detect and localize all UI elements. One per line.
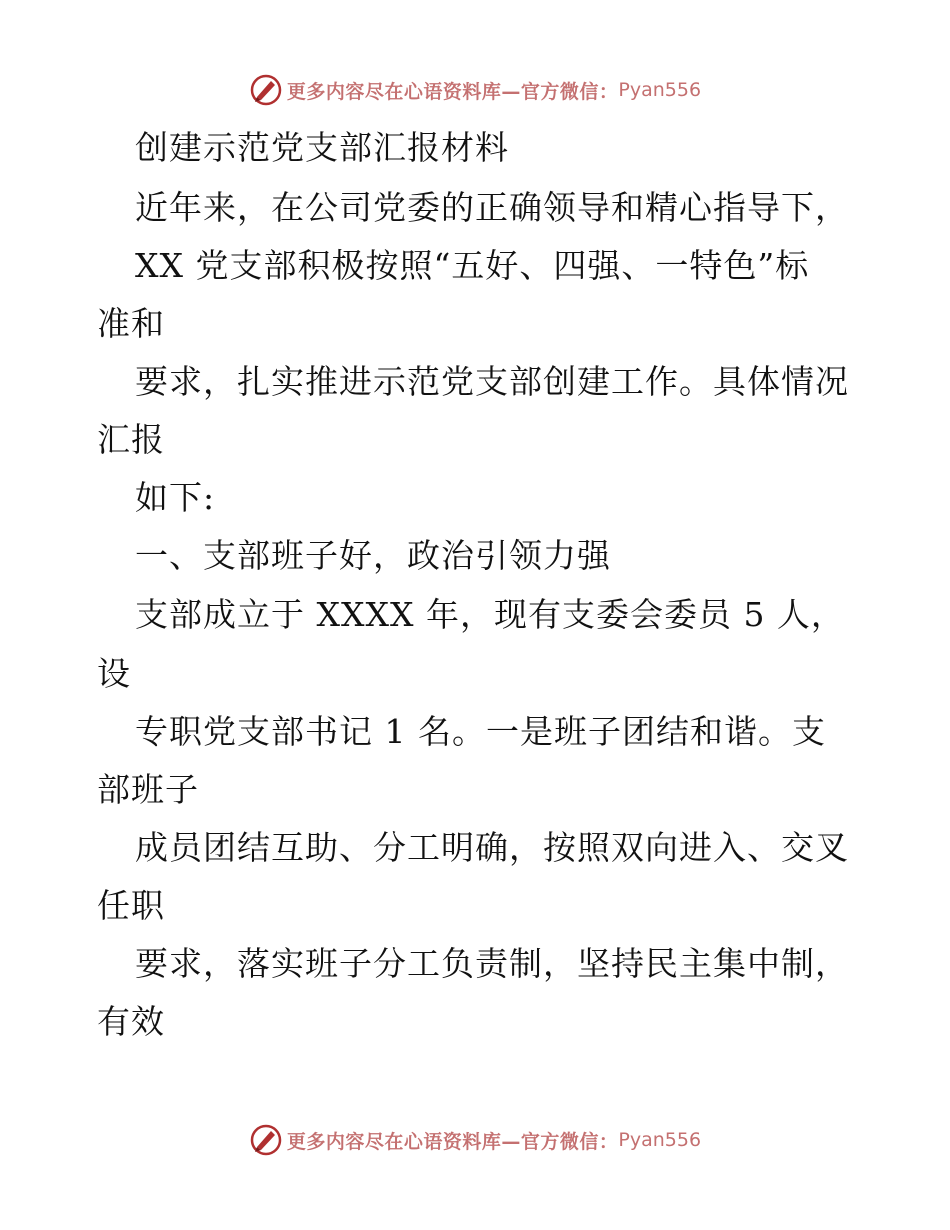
pen-logo-icon [249, 73, 283, 107]
paragraph-line: 部班子 [97, 770, 199, 809]
paragraph-line: XX 党支部积极按照“五好、四强、一特色”标 [135, 246, 810, 285]
pen-logo-icon [249, 1123, 283, 1157]
watermark-banner-top [0, 70, 950, 110]
paragraph-line: 要求，落实班子分工负责制，坚持民主集中制， [135, 944, 849, 983]
paragraph-line: 近年来，在公司党委的正确领导和精心指导下， [135, 188, 849, 227]
paragraph-line: 有效 [97, 1002, 165, 1041]
paragraph-line: 准和 [97, 304, 165, 343]
paragraph-line: 支部成立于 XXXX 年，现有支委会委员 5 人， [135, 595, 845, 634]
paragraph-line: 任职 [97, 886, 165, 925]
paragraph-line: 汇报 [97, 420, 165, 459]
watermark-text: 更多内容尽在心语资料库—官方微信： [286, 1130, 619, 1153]
document-title: 创建示范党支部汇报材料 [135, 128, 509, 167]
watermark-wechat: Pyan556 [618, 79, 702, 101]
section-heading: 一、支部班子好，政治引领力强 [135, 536, 611, 575]
paragraph-line: 专职党支部书记 1 名。一是班子团结和谐。支 [135, 712, 826, 751]
paragraph-line: 要求，扎实推进示范党支部创建工作。具体情况 [135, 362, 849, 401]
watermark-banner-bottom [0, 1120, 950, 1160]
paragraph-line: 成员团结互助、分工明确，按照双向进入、交叉 [135, 828, 849, 867]
watermark-wechat: Pyan556 [618, 1129, 702, 1151]
watermark-text: 更多内容尽在心语资料库—官方微信： [286, 80, 619, 103]
paragraph-line: 如下: [135, 478, 216, 517]
paragraph-line: 设 [97, 654, 131, 693]
